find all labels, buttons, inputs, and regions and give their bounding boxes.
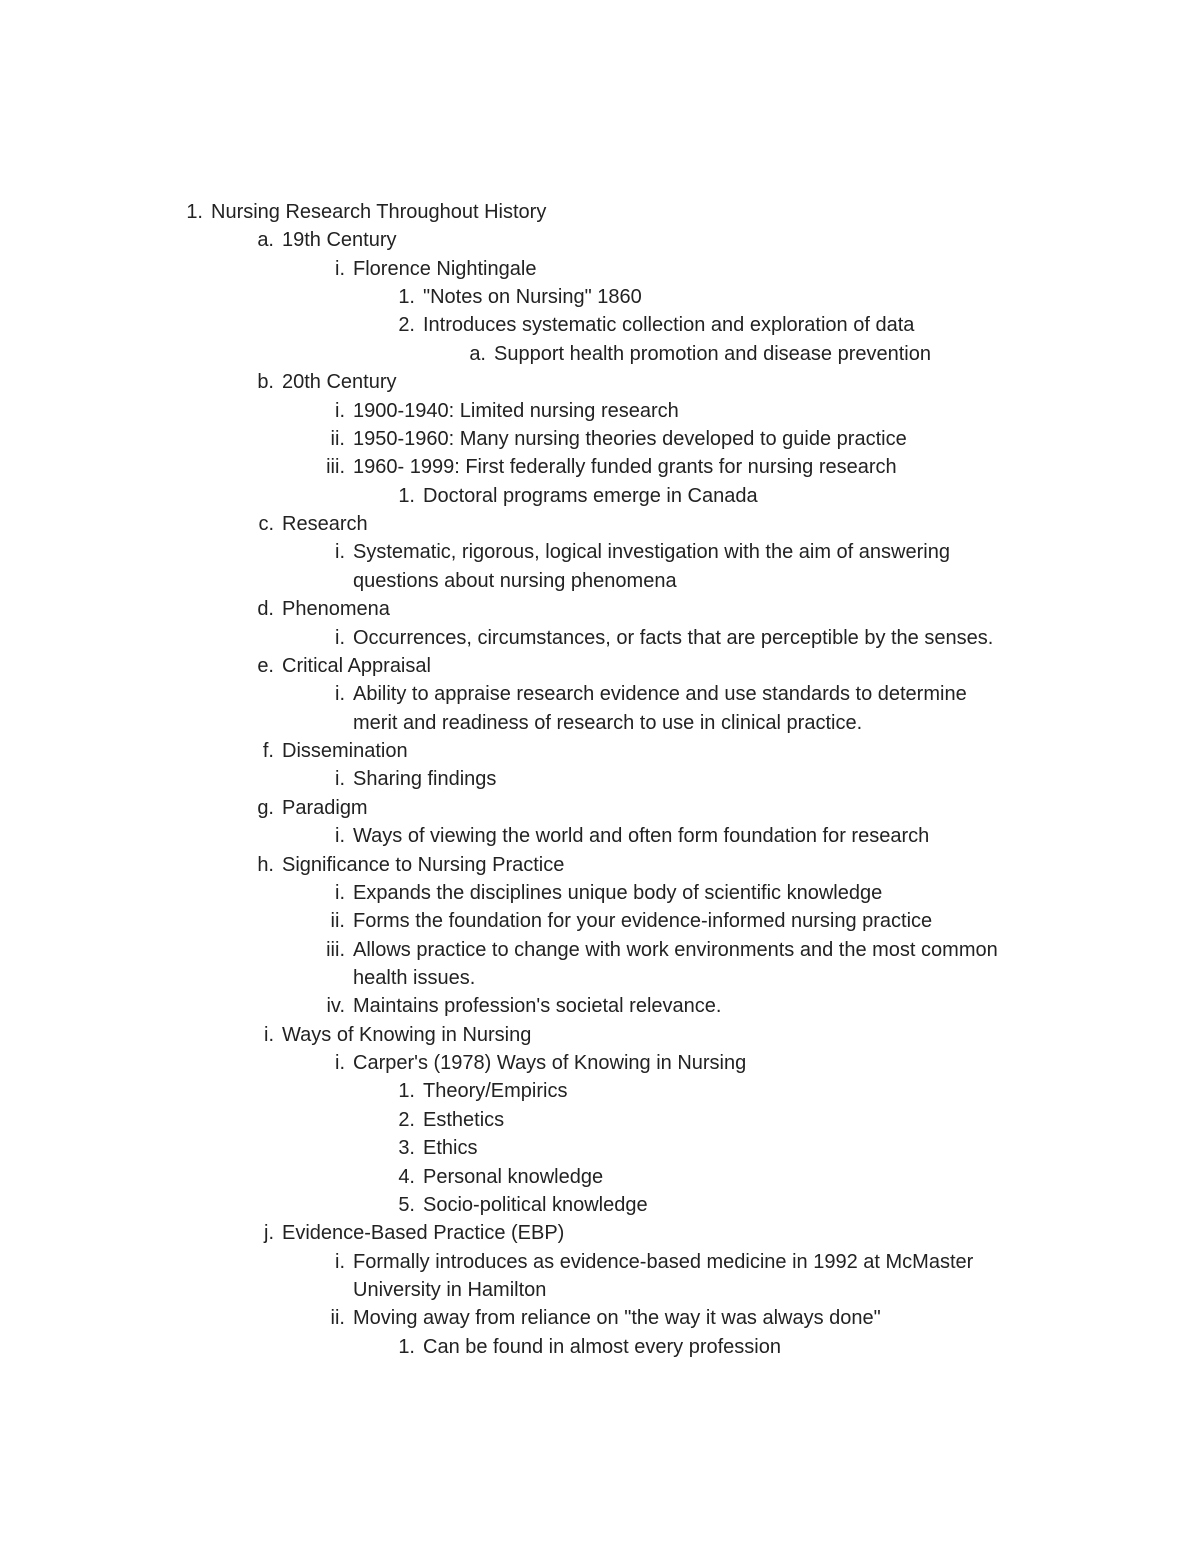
outline-item bbox=[0, 822, 1200, 850]
outline-item-text: Ways of Knowing in Nursing bbox=[282, 1023, 532, 1046]
outline-item bbox=[0, 198, 1200, 226]
list-marker: 1. bbox=[186, 201, 203, 223]
outline-item-text: Maintains profession's societal relevance. bbox=[353, 995, 722, 1018]
outline-item-text: Occurrences, circumstances, or facts that are perceptible by the senses. bbox=[353, 626, 994, 649]
list-marker: 1. bbox=[398, 484, 415, 507]
list-marker: 1. bbox=[398, 1080, 415, 1103]
outline-item-text: Sharing findings bbox=[353, 768, 497, 791]
outline-item bbox=[0, 1049, 1200, 1077]
outline-item bbox=[0, 1304, 1200, 1332]
outline-item-text: health issues. bbox=[353, 966, 476, 989]
outline-item-text: Evidence-Based Practice (EBP) bbox=[282, 1222, 565, 1245]
outline-item bbox=[0, 1134, 1200, 1162]
outline-item-text: Ethics bbox=[423, 1137, 478, 1160]
list-marker: ii. bbox=[330, 1307, 345, 1330]
outline-item-text: Dissemination bbox=[282, 740, 408, 763]
outline-item-text: Research bbox=[282, 513, 368, 536]
outline-item-text: Significance to Nursing Practice bbox=[282, 853, 565, 876]
outline-item bbox=[0, 595, 1200, 623]
outline-item bbox=[0, 765, 1200, 793]
outline-item-text: Personal knowledge bbox=[423, 1165, 604, 1188]
outline-item-text: 1960- 1999: First federally funded grants for nursing research bbox=[353, 456, 897, 479]
outline-item bbox=[0, 340, 1200, 368]
outline-item-text: "Notes on Nursing" 1860 bbox=[423, 286, 642, 309]
outline-item bbox=[0, 1219, 1200, 1247]
outline-item bbox=[0, 1276, 1200, 1304]
list-marker: i. bbox=[335, 1250, 345, 1273]
outline-item bbox=[0, 226, 1200, 254]
list-marker: d. bbox=[257, 598, 274, 621]
list-marker: i. bbox=[335, 881, 345, 904]
list-marker: 1. bbox=[398, 286, 415, 309]
outline-item bbox=[0, 1163, 1200, 1191]
outline-item bbox=[0, 652, 1200, 680]
list-marker: 4. bbox=[398, 1165, 415, 1188]
list-marker: 5. bbox=[398, 1193, 415, 1216]
outline-item bbox=[0, 538, 1200, 566]
outline-item-text: Systematic, rigorous, logical investigation with the aim of answering bbox=[353, 541, 950, 564]
outline-item-text: Nursing Research Throughout History bbox=[211, 201, 547, 223]
outline-item bbox=[0, 624, 1200, 652]
list-marker: g. bbox=[257, 796, 274, 819]
outline-item-text: questions about nursing phenomena bbox=[353, 569, 677, 592]
list-marker: i. bbox=[335, 825, 345, 848]
outline-item bbox=[0, 482, 1200, 510]
outline-item bbox=[0, 368, 1200, 396]
outline-item bbox=[0, 255, 1200, 283]
outline-item-text: Esthetics bbox=[423, 1108, 505, 1131]
outline-item bbox=[0, 1248, 1200, 1276]
outline-item bbox=[0, 1333, 1200, 1361]
outline-item bbox=[0, 1106, 1200, 1134]
outline-item bbox=[0, 964, 1200, 992]
outline-item-text: 19th Century bbox=[282, 229, 397, 252]
list-marker: iii. bbox=[326, 938, 345, 961]
list-marker: ii. bbox=[330, 910, 345, 933]
outline-item bbox=[0, 397, 1200, 425]
outline-item-text: Can be found in almost every profession bbox=[423, 1335, 781, 1358]
list-marker: a. bbox=[257, 229, 274, 252]
list-marker: i. bbox=[335, 626, 345, 649]
list-marker: f. bbox=[262, 740, 274, 763]
outline-item bbox=[0, 1191, 1200, 1219]
list-marker: i. bbox=[335, 683, 345, 706]
outline-item-text: University in Hamilton bbox=[353, 1279, 547, 1302]
list-marker: c. bbox=[258, 513, 274, 536]
outline-item-text: Ways of viewing the world and often form foundation for research bbox=[353, 825, 930, 848]
outline-item-text: Doctoral programs emerge in Canada bbox=[423, 484, 758, 507]
outline-item bbox=[0, 567, 1200, 595]
outline-item bbox=[0, 907, 1200, 935]
list-marker: iii. bbox=[326, 456, 345, 479]
outline-item-text: Forms the foundation for your evidence-informed nursing practice bbox=[353, 910, 933, 933]
outline-item bbox=[0, 425, 1200, 453]
list-marker: i. bbox=[335, 257, 345, 280]
list-marker: i. bbox=[335, 399, 345, 422]
outline-item-text: Paradigm bbox=[282, 796, 368, 819]
outline-item bbox=[0, 992, 1200, 1020]
outline-item-text: Carper's (1978) Ways of Knowing in Nursing bbox=[353, 1052, 747, 1075]
outline-item-text: Expands the disciplines unique body of scientific knowledge bbox=[353, 881, 883, 904]
list-marker: b. bbox=[257, 371, 274, 394]
outline-item bbox=[0, 794, 1200, 822]
outline-item-text: Formally introduces as evidence-based medicine in 1992 at McMaster bbox=[353, 1250, 974, 1273]
list-marker: 1. bbox=[398, 1335, 415, 1358]
outline-item bbox=[0, 311, 1200, 339]
outline-item-text: Introduces systematic collection and exploration of data bbox=[423, 314, 915, 337]
outline-item bbox=[0, 283, 1200, 311]
outline-item bbox=[0, 680, 1200, 708]
outline-item-text: Ability to appraise research evidence and use standards to determine bbox=[353, 683, 967, 706]
list-marker: h. bbox=[257, 853, 274, 876]
list-marker: iv. bbox=[326, 995, 345, 1018]
outline-item bbox=[0, 1021, 1200, 1049]
outline-item-text: merit and readiness of research to use in clinical practice. bbox=[353, 711, 863, 734]
list-marker: 2. bbox=[398, 1108, 415, 1131]
outline-item bbox=[0, 1077, 1200, 1105]
outline-item bbox=[0, 851, 1200, 879]
list-marker: i. bbox=[335, 768, 345, 791]
outline-item bbox=[0, 936, 1200, 964]
outline-item bbox=[0, 709, 1200, 737]
list-marker: j. bbox=[264, 1222, 274, 1245]
outline-item bbox=[0, 510, 1200, 538]
outline-item-text: Florence Nightingale bbox=[353, 257, 537, 280]
outline-item-text: 1900-1940: Limited nursing research bbox=[353, 399, 679, 422]
list-marker: a. bbox=[469, 342, 486, 365]
outline-item bbox=[0, 879, 1200, 907]
outline-item-text: Phenomena bbox=[282, 598, 390, 621]
list-marker: i. bbox=[335, 541, 345, 564]
outline-item-text: Allows practice to change with work environments and the most common bbox=[353, 938, 998, 961]
list-marker: i. bbox=[335, 1052, 345, 1075]
outline-item-text: Socio-political knowledge bbox=[423, 1193, 648, 1216]
outline-item-text: Critical Appraisal bbox=[282, 654, 431, 677]
outline-item-text: Theory/Empirics bbox=[423, 1080, 568, 1103]
outline-item bbox=[0, 737, 1200, 765]
outline-item-text: Moving away from reliance on "the way it was always done" bbox=[353, 1307, 881, 1330]
list-marker: 2. bbox=[398, 314, 415, 337]
outline-item-text: 1950-1960: Many nursing theories developed to guide practice bbox=[353, 427, 907, 450]
list-marker: i. bbox=[264, 1023, 274, 1046]
outline-item-text: Support health promotion and disease prevention bbox=[494, 342, 931, 365]
list-marker: ii. bbox=[330, 427, 345, 450]
outline-item bbox=[0, 453, 1200, 481]
outline-item-text: 20th Century bbox=[282, 371, 397, 394]
list-marker: 3. bbox=[398, 1137, 415, 1160]
list-marker: e. bbox=[257, 654, 274, 677]
